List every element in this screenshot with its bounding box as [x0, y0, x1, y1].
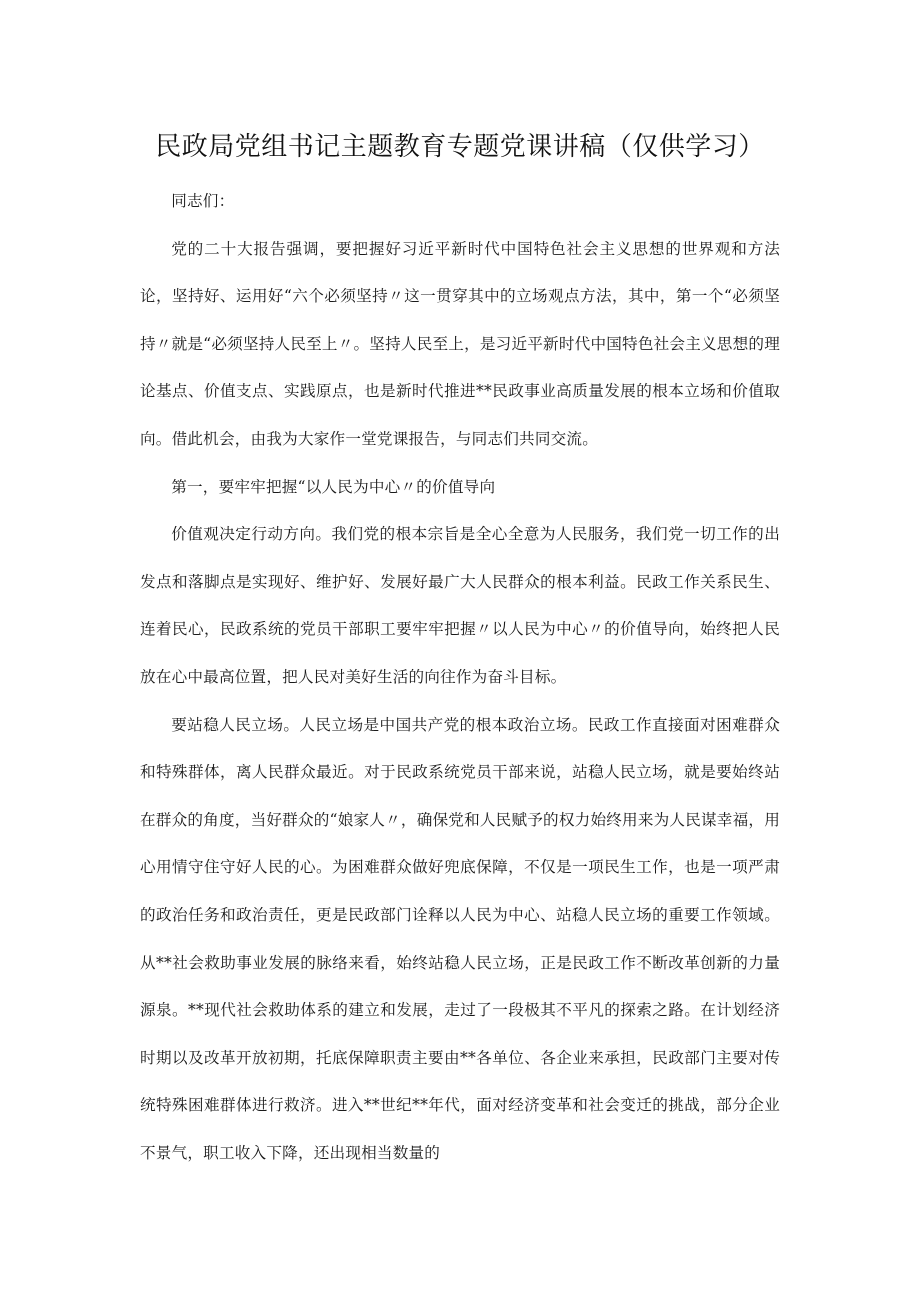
- paragraph-values: 价值观决定行动方向。我们党的根本宗旨是全心全意为人民服务，我们党一切工作的出发点和落脚点是实现好、维护好、发展好最广大人民群众的根本利益。民政工作关系民生、连着民心，民政系统的党员干部职工要牢牢把握〃以人民为中心〃的价值导向，始终把人民放在心中最高位置，把人民对美好生活的向往作为奋斗目标。: [140, 525, 780, 686]
- document-body: [140, 178, 780, 1177]
- paragraph-people-stance: 要站稳人民立场。人民立场是中国共产党的根本政治立场。民政工作直接面对困难群众和特殊群体，离人民群众最近。对于民政系统党员干部来说，站稳人民立场，就是要始终站在群众的角度，当好群众的“娘家人〃，确保党和人民赋予的权力始终用来为人民谋幸福，用心用情守住守好人民的心。为困难群众做好兜底保障，不仅是一项民生工作，也是一项严肃的政治任务和政治责任，更是民政部门诠释以人民为中心、站稳人民立场的重要工作领域。从**社会救助事业发展的脉络来看，始终站稳人民立场，正是民政工作不断改革创新的力量源泉。**现代社会救助体系的建立和发展，走过了一段极其不平凡的探索之路。在计划经济时期以及改革开放初期，托底保障职责主要由**各单位、各企业来承担，民政部门主要对传统特殊困难群体进行救济。进入**世纪**年代，面对经济变革和社会变迁的挑战，部分企业不景气，职工收入下降，还出现相当数量的: [140, 715, 780, 1162]
- section-heading-first: 第一，要牢牢把握“以人民为中心〃的价值导向: [171, 477, 496, 496]
- document-title: 民政局党组书记主题教育专题党课讲稿（仅供学习）: [155, 132, 765, 162]
- greeting: 同志们：: [171, 192, 235, 210]
- paragraph-intro: 党的二十大报告强调，要把握好习近平新时代中国特色社会主义思想的世界观和方法论，坚持好、运用好“六个必须坚持〃这一贯穿其中的立场观点方法，其中，第一个“必须坚持〃就是“必须坚持人民至上〃。坚持人民至上，是习近平新时代中国特色社会主义思想的理论基点、价值支点、实践原点，也是新时代推进**民政事业高质量发展的根本立场和价值取向。借此机会，由我为大家作一堂党课报告，与同志们共同交流。: [140, 239, 780, 448]
